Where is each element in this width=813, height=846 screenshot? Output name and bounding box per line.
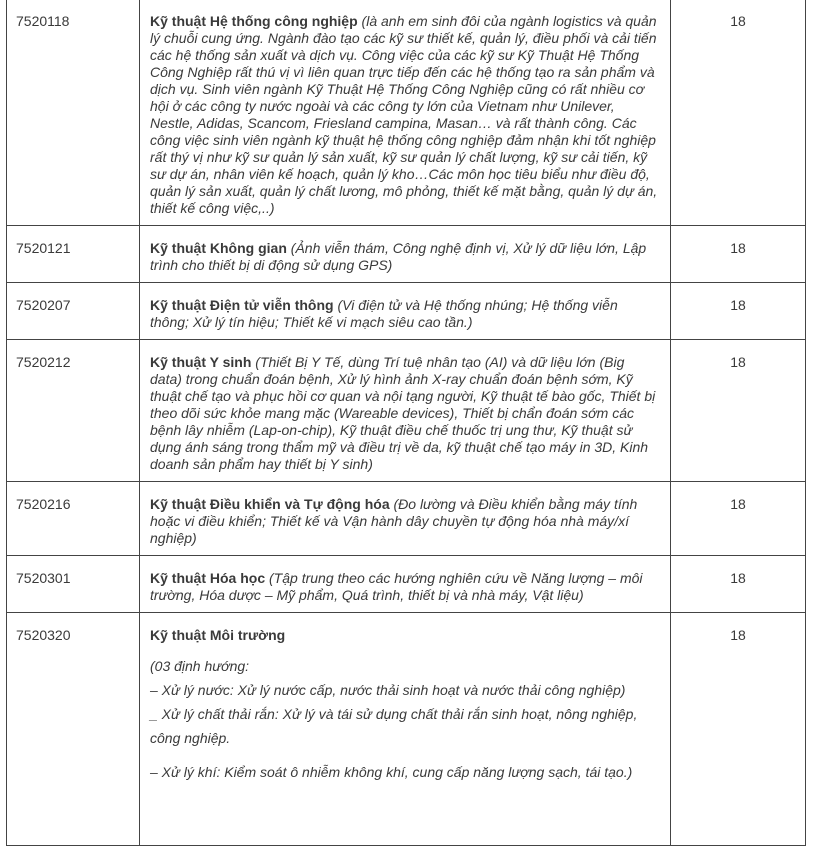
major-description	[140, 556, 671, 613]
major-description	[140, 482, 671, 556]
major-description	[140, 283, 671, 340]
major-name: Kỹ thuật Hóa học	[150, 570, 266, 586]
major-code: 7520121	[7, 226, 140, 283]
major-note-intro: (03 định hướng:	[150, 658, 250, 674]
major-name: Kỹ thuật Y sinh	[150, 354, 252, 370]
major-name: Kỹ thuật Điện tử viễn thông	[150, 297, 334, 313]
major-code: 7520301	[7, 556, 140, 613]
major-note: (Tập trung theo các hướng nghiên cứu về Năng lượng – môi trường, Hóa dược – Mỹ phẩm, Quá trình, thiết bị và nhà máy, Vật liệu)	[150, 570, 643, 603]
major-note: (là anh em sinh đôi của ngành logistics và quản lý chuỗi cung ứng. Ngành đào tạo các kỹ sư thiết kế, quản lý, điều phối và cải tiến các hệ thống sản xuất và dịch vụ. Công việc của các kỹ sư Kỹ Thuật Hệ Thống Công Nghiệp rất thú vị vì liên quan trực tiếp đến các hệ thống tạo ra sản phẩm và dịch vụ. Sinh viên ngành Kỹ Thuật Hệ Thống Công Nghiệp cũng có rất nhiều cơ hội ở các công ty nước ngoài và các công ty lớn của Vietnam như Unilever, Nestle, Adidas, Scancom, Friesland campina, Masan… và rất thành công. Các công việc sinh viên ngành kỹ thuật hệ thống công nghiệp đảm nhận khi tốt nghiệp rất thý vị như kỹ sư quản lý sản xuất, kỹ sư quản lý chất lượng, kỹ sư cải tiến, kỹ sư dự án, nhân viên kế hoạch, quản lý kho…Các môn học tiêu biểu như điều độ, quản lý sản xuất, quản lý chất lương, mô phỏng, thiết kế mặt bằng, quản lý dự án, thiết kế công việc,..)	[150, 13, 658, 216]
major-description	[140, 226, 671, 283]
major-name: Kỹ thuật Môi trường	[150, 627, 286, 643]
major-name: Kỹ thuật Không gian	[150, 240, 287, 256]
table-row	[7, 340, 806, 482]
major-code: 7520207	[7, 283, 140, 340]
table-row	[7, 0, 806, 226]
major-description	[140, 340, 671, 482]
majors-table	[6, 0, 806, 846]
table-row	[7, 482, 806, 556]
major-score: 18	[671, 613, 806, 846]
table-row	[7, 556, 806, 613]
major-code: 7520216	[7, 482, 140, 556]
major-score: 18	[671, 226, 806, 283]
major-name: Kỹ thuật Điều khiển và Tự động hóa	[150, 496, 390, 512]
major-description	[140, 613, 671, 846]
major-code: 7520212	[7, 340, 140, 482]
major-score: 18	[671, 556, 806, 613]
major-note: (Đo lường và Điều khiển bằng máy tính hoặc vi điều khiển; Thiết kế và Vận hành dây chuyền tự động hóa nhà máy/xí nghiệp)	[150, 496, 638, 546]
major-code: 7520320	[7, 613, 140, 846]
major-score: 18	[671, 283, 806, 340]
major-note-item: – Xử lý nước: Xử lý nước cấp, nước thải sinh hoạt và nước thải công nghiệp)	[150, 682, 626, 698]
major-note: (Ảnh viễn thám, Công nghệ định vị, Xử lý dữ liệu lớn, Lập trình cho thiết bị di động sử dụng GPS)	[150, 240, 647, 273]
major-score: 18	[671, 0, 806, 226]
table-row	[7, 613, 806, 846]
table-row	[7, 226, 806, 283]
table-row	[7, 283, 806, 340]
major-code: 7520118	[7, 0, 140, 226]
major-name: Kỹ thuật Hệ thống công nghiệp	[150, 13, 358, 29]
major-note-item: – Xử lý khí: Kiểm soát ô nhiễm không khí, cung cấp năng lượng sạch, tái tạo.)	[150, 764, 633, 780]
major-note: (Thiết Bị Y Tế, dùng Trí tuệ nhân tạo (AI) và dữ liệu lớn (Big data) trong chuẩn đoán bệnh, Xử lý hình ảnh X-ray chuẩn đoán bệnh sớm, Kỹ thuật chế tạo và phục hồi cơ quan và nội tạng người, Kỹ thuật tế bào gốc, Thiết bị theo dõi sức khỏe mang mặc (Wareable devices), Thiết bị chẩn đoán sớm các bệnh lây nhiễm (Lap-on-chip), Kỹ thuật điều chế thuốc trị ung thư, Kỹ thuật sử dụng ánh sáng trong thẩm mỹ và điều trị về da, kỹ thuật chế tạo máy in 3D, Kinh doanh sản phẩm hay thiết bị Y sinh)	[150, 354, 656, 472]
major-note: (Vi điện tử và Hệ thống nhúng; Hệ thống viễn thông; Xử lý tín hiệu; Thiết kế vi mạch siêu cao tần.)	[150, 297, 618, 330]
major-note-item: _ Xử lý chất thải rắn: Xử lý và tái sử dụng chất thải rắn sinh hoạt, nông nghiệp, công nghiệp.	[150, 706, 638, 746]
major-score: 18	[671, 340, 806, 482]
major-description	[140, 0, 671, 226]
major-score: 18	[671, 482, 806, 556]
